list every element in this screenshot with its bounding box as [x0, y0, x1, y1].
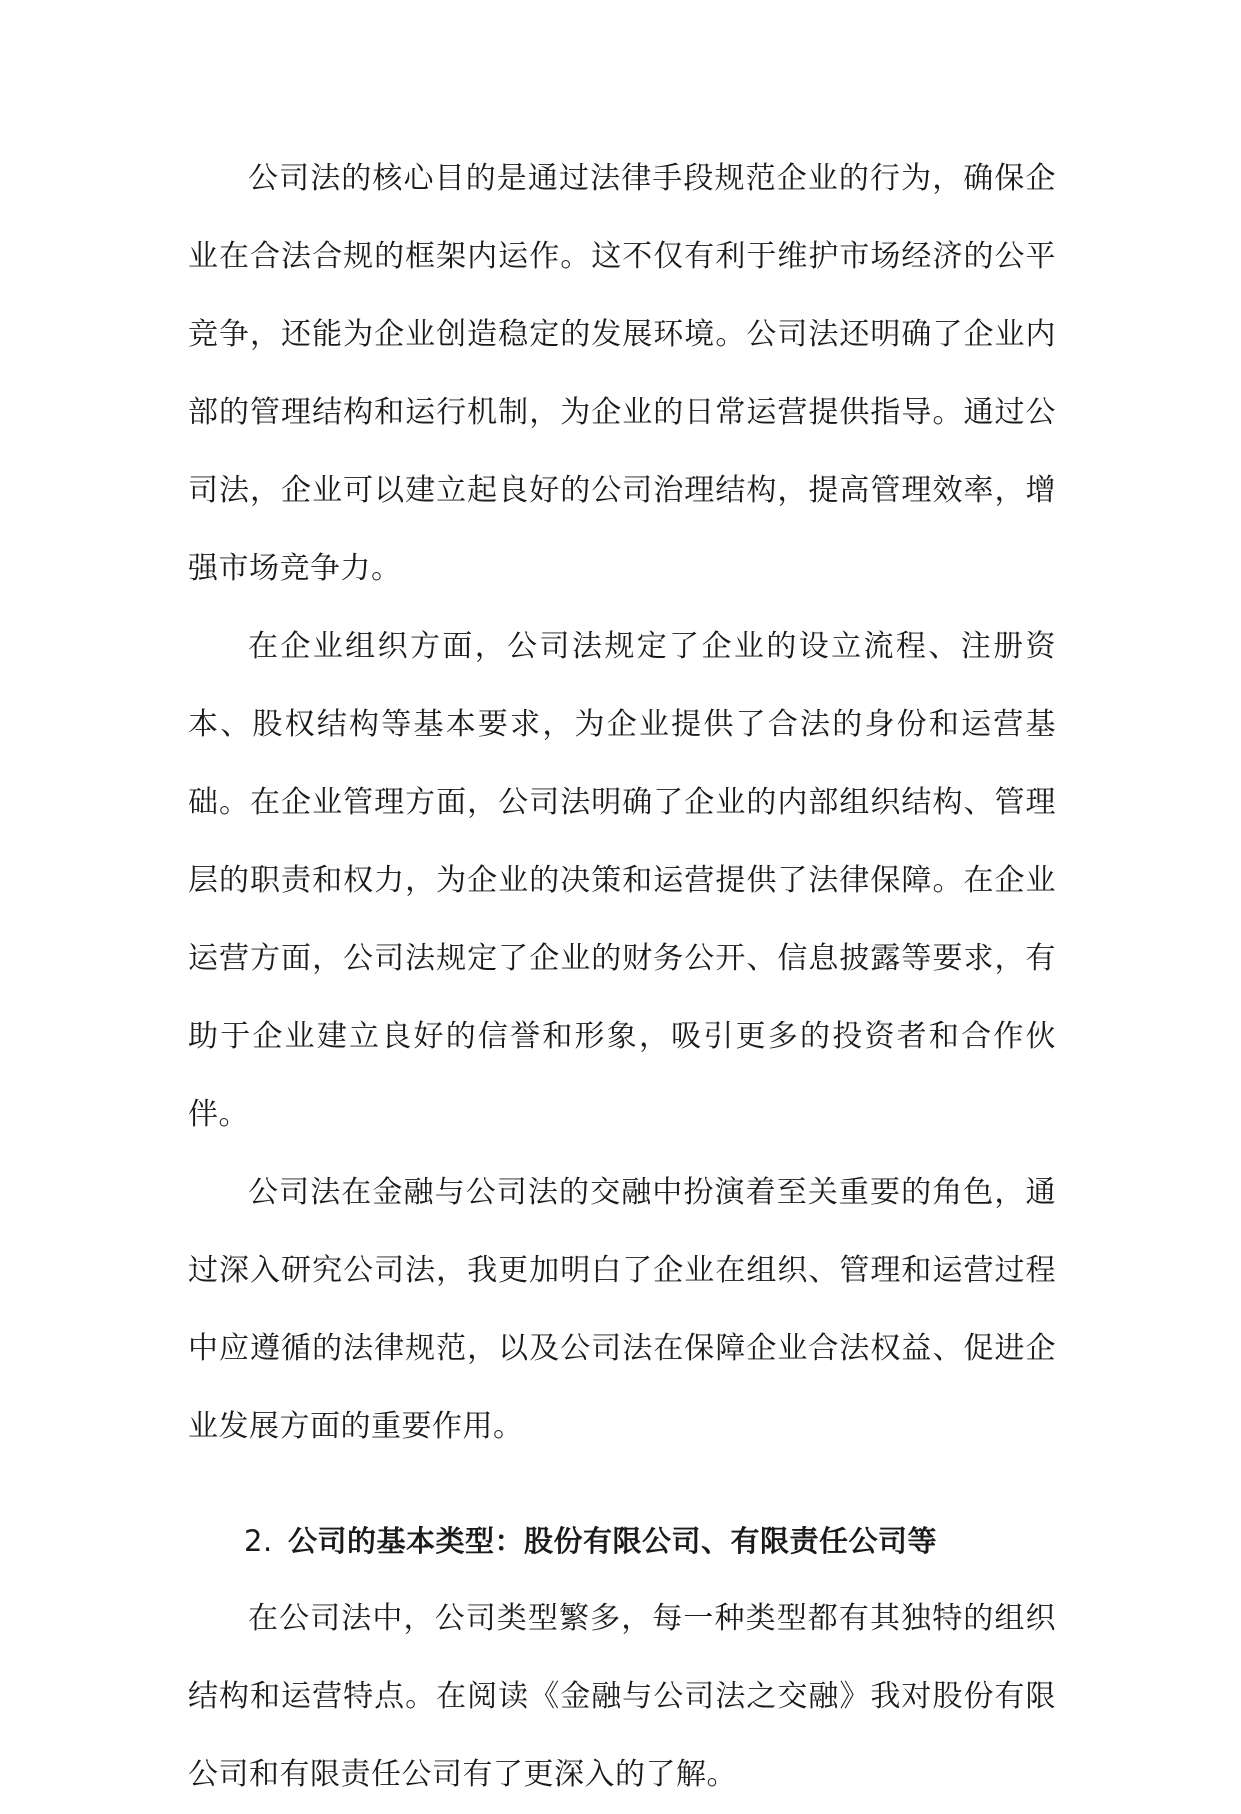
paragraph-company-law-purpose: 公司法的核心目的是通过法律手段规范企业的行为，确保企业在合法合规的框架内运作。这不仅有利于维护市场经济的公平竞争，还能为企业创造稳定的发展环境。公司法还明确了企业内部的管理结构和运行机制，为企业的日常运营提供指导。通过公司法，企业可以建立起良好的公司治理结构，提高管理效率，增强市场竞争力。 — [188, 161, 1056, 586]
paragraph-company-types: 在公司法中，公司类型繁多，每一种类型都有其独特的组织结构和运营特点。在阅读《金融与公司法之交融》我对股份有限公司和有限责任公司有了更深入的了解。 — [188, 1601, 1056, 1792]
paragraph-company-law-role: 公司法在金融与公司法的交融中扮演着至关重要的角色，通过深入研究公司法，我更加明白了企业在组织、管理和运营过程中应遵循的法律规范，以及公司法在保障企业合法权益、促进企业发展方面的重要作用。 — [188, 1175, 1056, 1444]
section-title: 公司的基本类型：股份有限公司、有限责任公司等 — [288, 1524, 938, 1558]
paragraph-company-law-aspects: 在企业组织方面，公司法规定了企业的设立流程、注册资本、股权结构等基本要求，为企业提供了合法的身份和运营基础。在企业管理方面，公司法明确了企业的内部组织结构、管理层的职责和权力，为企业的决策和运营提供了法律保障。在企业运营方面，公司法规定了企业的财务公开、信息披露等要求，有助于企业建立良好的信誉和形象，吸引更多的投资者和合作伙伴。 — [188, 629, 1056, 1132]
section-number: 2. — [244, 1524, 273, 1558]
document-page — [188, 140, 1056, 1814]
section-heading — [188, 1502, 1056, 1580]
